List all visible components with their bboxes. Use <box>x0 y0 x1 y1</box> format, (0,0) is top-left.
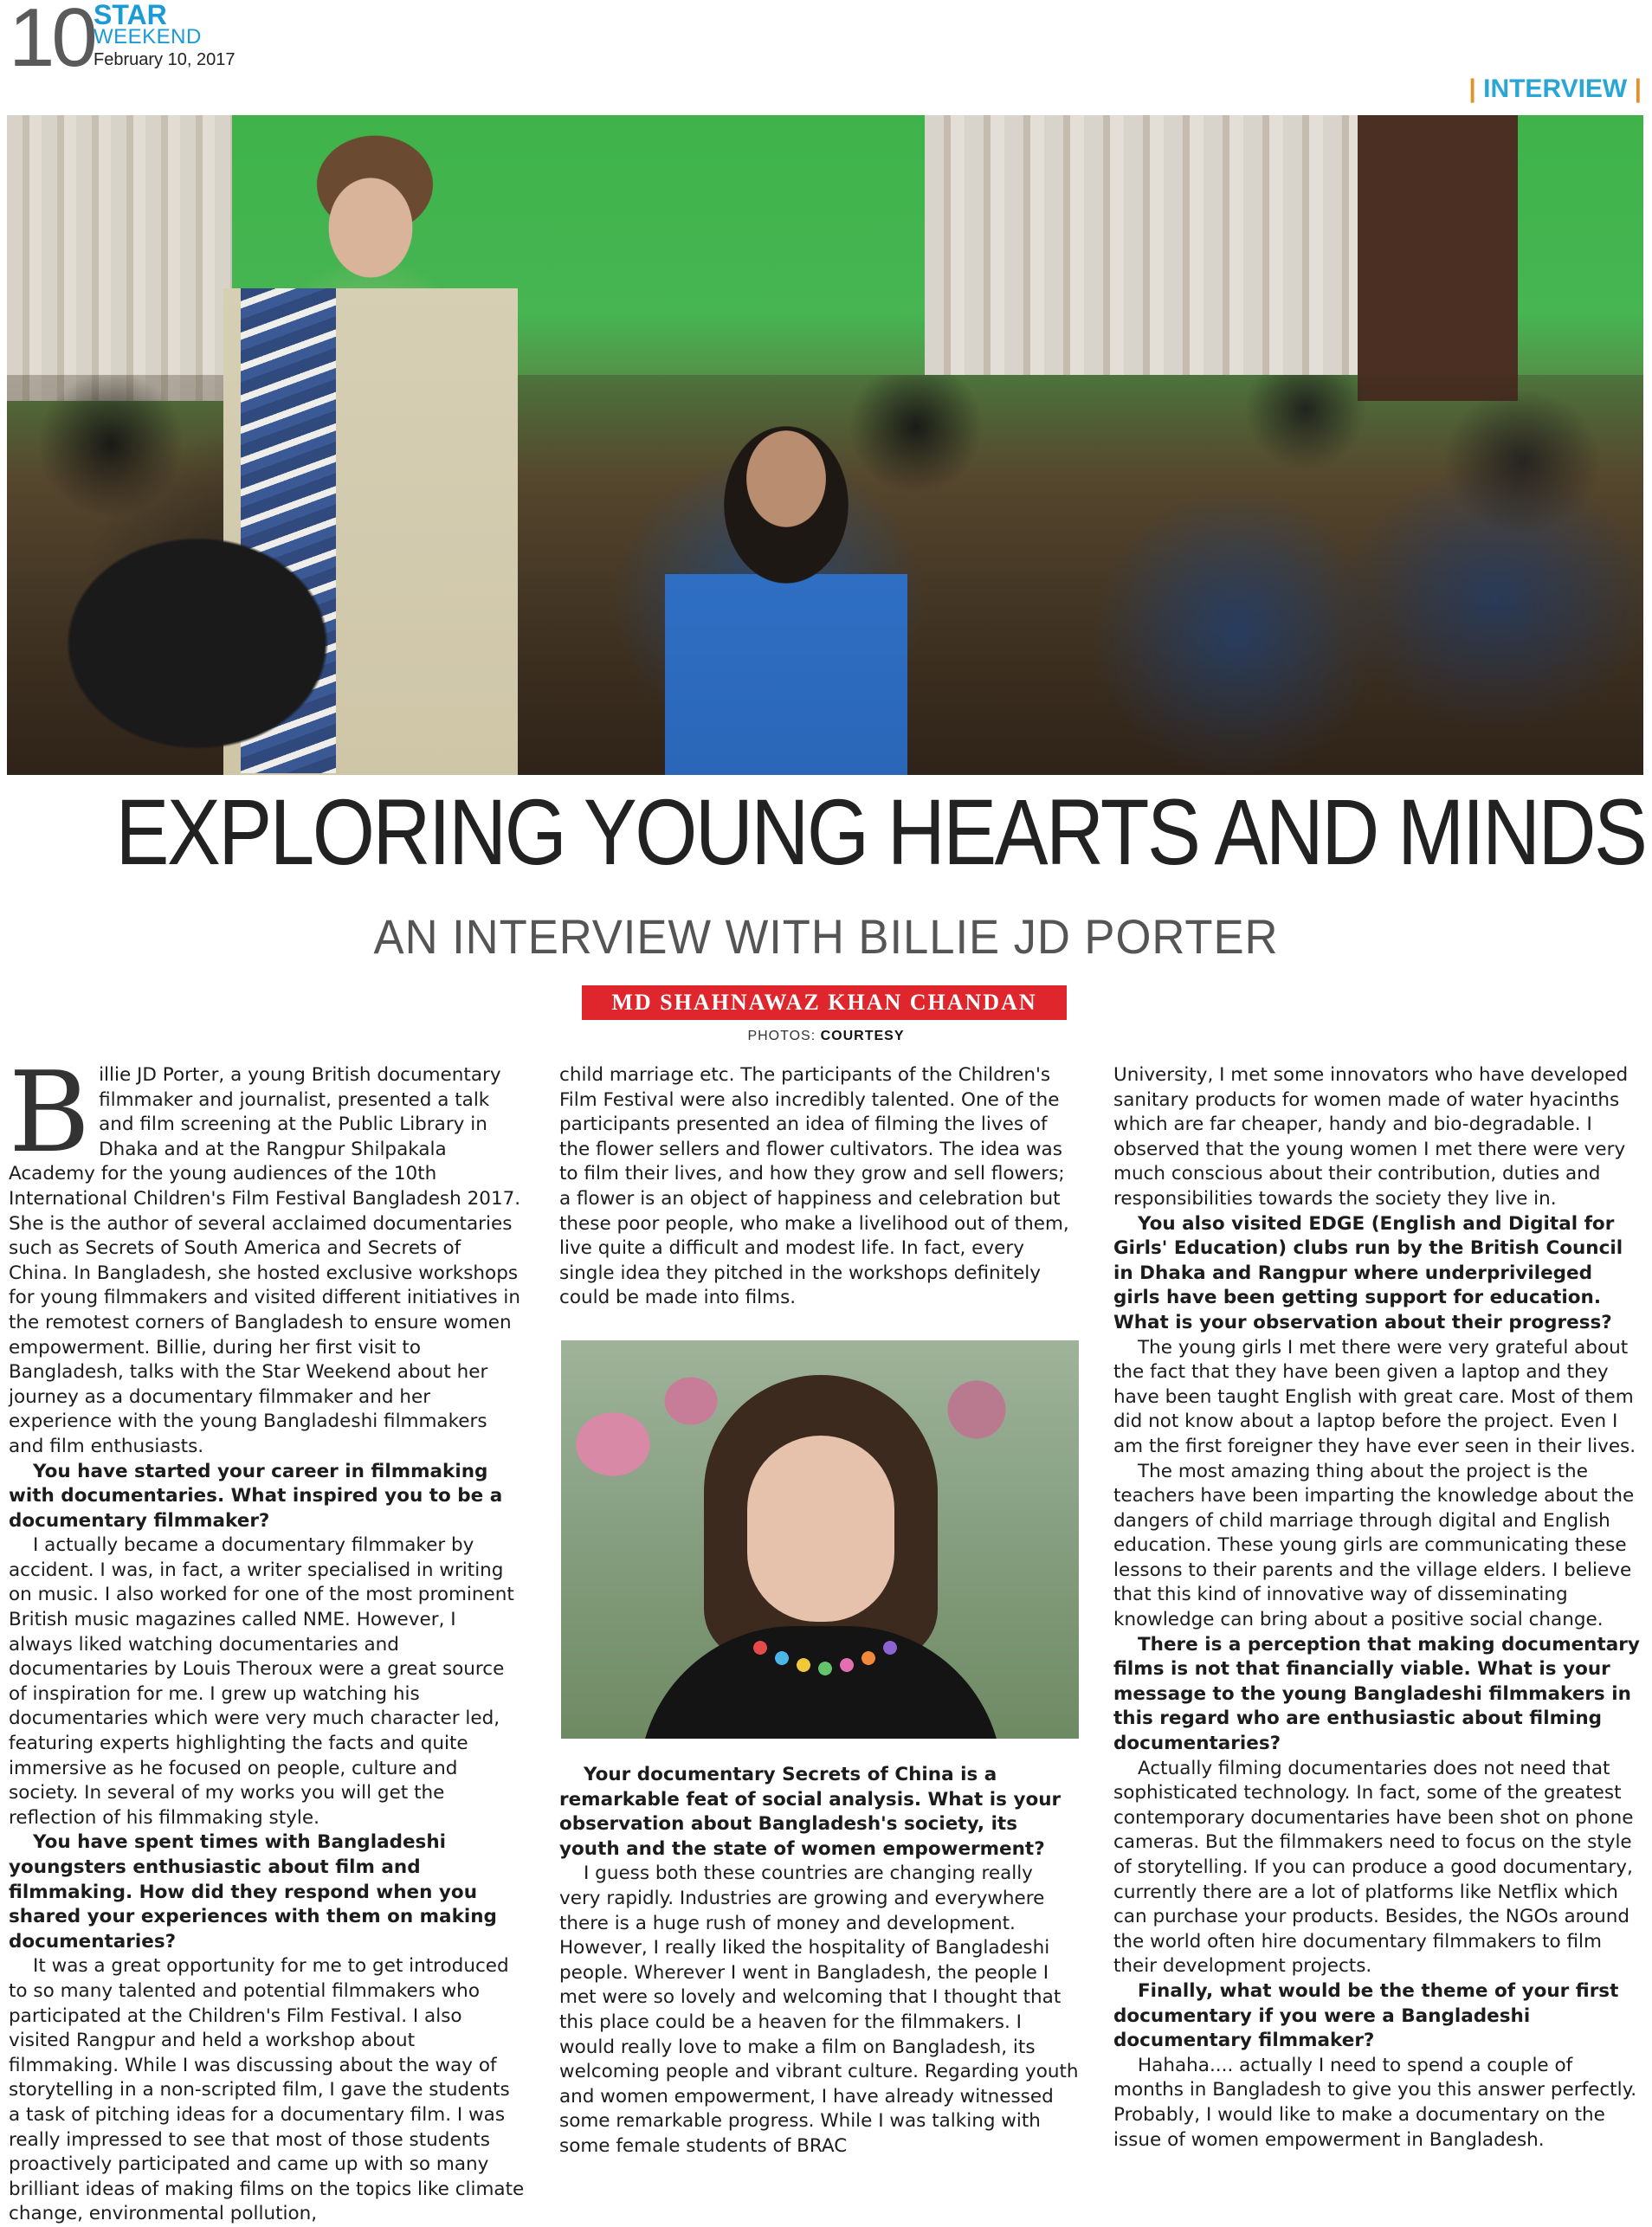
question-3: Your documentary Secrets of China is a remarkable feat of social analysis. What is your observation about Bangladesh's society, its youth and the state of women empowerment? <box>559 1764 1062 1860</box>
portrait-photo <box>561 1340 1079 1739</box>
answer-6: Hahaha.... actually I need to spend a couple of months in Bangladesh to give you this answer perfectly. Probably, I would like to make a documentary on the issue of women empowerment in Bangladesh. <box>1113 2054 1637 2151</box>
pompom-collar <box>752 1639 899 1682</box>
workshop-photo <box>7 115 1643 775</box>
question-1: You have started your career in filmmaking with documentaries. What inspired you to be a documentary filmmaker? <box>9 1460 503 1532</box>
section-label <box>1468 74 1642 104</box>
answer-1: I actually became a documentary filmmaker by accident. I was, in fact, a writer specialised in writing on music. I also worked for one of the most prominent British music magazines called NME. However, I always liked watching documentaries and documentaries by Louis Theroux were a great source of inspiration for me. I grew up watching his documentaries which were very much character led, featuring experts highlighting the facts and quite immersive as he focused on people, culture and society. In several of my works you will get the reflection of his filmmaking style. <box>9 1534 514 1829</box>
column-2-lower <box>559 1763 1079 2159</box>
column-2 <box>559 1063 1079 1311</box>
question-6: Finally, what would be the theme of your first documentary if you were a Bangladeshi documentary filmmaker? <box>1113 1979 1619 2052</box>
curtain-left <box>7 115 232 401</box>
answer-3-continued: University, I met some innovators who have developed sanitary products for women made of water hyacinths which are far cheaper, handy and bio-degradable. I observed that the young women I met there were very much conscious about their contribution, duties and responsibilities towards the society they live in. <box>1113 1064 1629 1210</box>
intro-paragraph <box>9 1049 525 1460</box>
brand-star: STAR <box>94 0 167 30</box>
photo-credit-label: PHOTOS: <box>747 1029 816 1043</box>
door <box>1358 115 1518 401</box>
answer-4b: The most amazing thing about the project is the teachers have been imparting the knowledge about the dangers of child marriage through digital and English education. These young girls are communicating these lessons to their parents and the village elders. I believe that this kind of innovative way of disseminating knowledge can bring about a positive social change. <box>1113 1460 1635 1631</box>
foreground-head <box>16 496 379 775</box>
photo-credit <box>0 1029 1652 1044</box>
article-headline: EXPLORING YOUNG HEARTS AND MINDS <box>115 779 1646 884</box>
section-bar-right: | <box>1634 74 1642 103</box>
answer-4a: The young girls I met there were very grateful about the fact that they have been given a laptop and they have been taught English with great care. Most of them did not know about a laptop before the project. Even I am the first foreigner they have ever seen in their lives. <box>1113 1336 1636 1457</box>
photo-credit-value: COURTESY <box>820 1029 905 1043</box>
question-4: You also visited EDGE (English and Digital for Girls' Education) clubs run by the British Council in Dhaka and Rangpur where underprivileged girls have been getting support for education. What is your observation about their progress? <box>1113 1212 1623 1333</box>
column-3 <box>1113 1063 1642 2153</box>
section-bar-left: | <box>1468 74 1476 103</box>
publication-brand <box>94 2 235 71</box>
curtain-right <box>925 115 1358 375</box>
question-5: There is a perception that making documentary films is not that financially viable. What is your message to the young Bangladeshi filmmakers in this regard who are enthusiastic about filming documentaries? <box>1113 1633 1640 1755</box>
author-byline: MD SHAHNAWAZ KHAN CHANDAN <box>582 985 1067 1020</box>
page-number: 10 <box>9 0 94 84</box>
answer-2-continued: child marriage etc. The participants of the Children's Film Festival were also incredibly talented. One of the participants presented an idea of filming the lives of the flower sellers and flower cultivators. The idea was to film their lives, and how they grow and sell flowers; a flower is an object of happiness and celebration but these poor people, who make a livelihood out of them, live quite a difficult and modest life. In fact, every single idea they pitched in the workshops definitely could be made into films. <box>559 1064 1069 1309</box>
section-name: INTERVIEW <box>1483 74 1628 103</box>
issue-date: February 10, 2017 <box>94 50 236 69</box>
drop-cap: B <box>9 1049 91 1178</box>
article-subheadline: AN INTERVIEW WITH BILLIE JD PORTER <box>373 909 1279 964</box>
answer-2: It was a great opportunity for me to get introduced to so many talented and potential filmmakers who participated at the Children's Film Festival. I also visited Rangpur and held a workshop about filmmaking. While I was discussing about the way of storytelling in a non-scripted film, I gave the students a task of pitching ideas for a documentary film. I was really impressed to see that most of those students proactively participated and came up with so many brilliant ideas of making films on the topics like climate change, environmental pollution, <box>9 1955 525 2225</box>
answer-5: Actually filming documentaries does not need that sophisticated technology. In fact, some of the greatest contemporary documentaries have been shot on phone cameras. But the filmmakers need to focus on the style of storytelling. If you can produce a good documentary, currently there are a lot of platforms like Netflix which can purchase your products. Besides, the NGOs around the world often hire documentary filmmakers to film their development projects. <box>1113 1757 1634 1978</box>
portrait-face <box>747 1436 894 1622</box>
page-header <box>0 0 1652 113</box>
answer-3: I guess both these countries are changing really very rapidly. Industries are growing and everywhere there is a huge rush of money and development. However, I really liked the hospitality of Bangladeshi people. Wherever I went in Bangladesh, the people I met were so lovely and welcoming that I thought that this place could be a heaven for the filmmakers. I would really love to make a film on Bangladesh, its welcoming people and vibrant culture. Regarding youth and women empowerment, I have already witnessed some remarkable progress. While I was talking with some female students of BRAC <box>559 1862 1079 2157</box>
intro-text: illie JD Porter, a young British documentary filmmaker and journalist, presented a talk and film screening at the Public Library in Dhaka and at the Rangpur Shilpakala Academy for the young audiences of the 10th International Children's Film Festival Bangladesh 2017. She is the author of several acclaimed documentaries such as Secrets of South America and Secrets of China. In Bangladesh, she hosted exclusive workshops for young filmmakers and visited different initiatives in the remotest corners of Bangladesh to ensure women empowerment. Billie, during her first visit to Bangladesh, talks with the Star Weekend about her journey as a documentary filmmaker and her experience with the young Bangladeshi filmmakers and film enthusiasts. <box>9 1064 521 1457</box>
column-1 <box>9 1049 525 2227</box>
brand-weekend: WEEKEND <box>94 25 202 48</box>
question-2: You have spent times with Bangladeshi youngsters enthusiastic about film and filmmaking. How did they respond when you shared your experiences with them on making documentaries? <box>9 1831 497 1953</box>
girl-with-glasses <box>665 375 907 775</box>
